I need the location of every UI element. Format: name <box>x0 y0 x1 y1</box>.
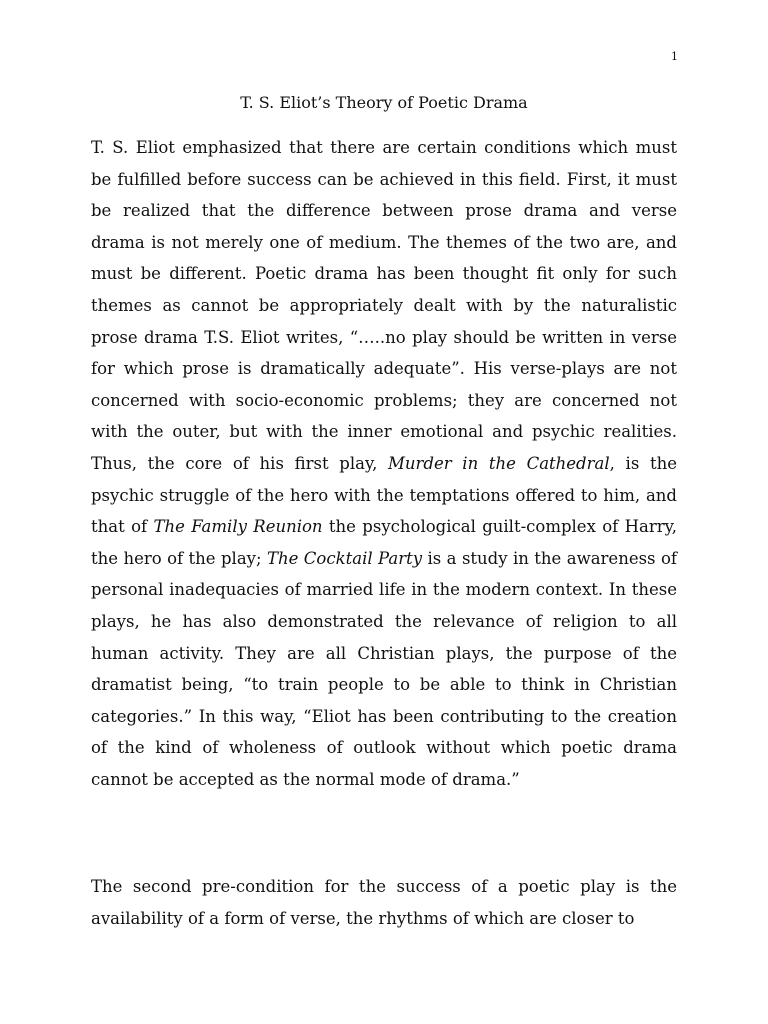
paragraph-1-text-4: is a study in the awareness of personal inadequacies of married life in the modern context. In these plays, he has also demonstrated the relevance of religion to all human activity. They are all Christian plays, the purpose of the dramatist being, “to train people to be able to think in Christian categories.” In this way, “Eliot has been contributing to the creation of the kind of wholeness of outlook without which poetic drama cannot be accepted as the normal mode of drama.” <box>91 548 677 789</box>
paragraph-1-text-3: the psychological guilt-complex of Harry, the hero of the play; <box>91 517 678 568</box>
page-number: 1 <box>671 50 678 63</box>
paragraph-1-text-1: T. S. Eliot emphasized that there are certain conditions which must be fulfilled before success can be achieved in this field. First, it must be realized that the difference between prose drama and verse drama is not merely one of medium. The themes of the two are, and must be different. Poetic drama has been thought fit only for such themes as cannot be appropriately dealt with by the naturalistic prose drama T.S. Eliot writes, “…..no play should be written in verse for which prose is dramatically adequate”. His verse-plays are not concerned with socio-economic problems; they are concerned not with the outer, but with the inner emotional and psychic realities. Thus, the core of his first play, <box>91 138 677 473</box>
document-title: T. S. Eliot’s Theory of Poetic Drama <box>240 93 528 112</box>
paragraph-2: The second pre-condition for the success of a poetic play is the availability of a form of verse, the rhythms of which are closer to <box>91 877 677 928</box>
paragraph-1-text-2: , is the psychic struggle of the hero with the temptations offered to him, and that of <box>91 453 677 537</box>
paragraph-1 <box>91 132 677 795</box>
italic-title-the-cocktail-party: The Cocktail Party <box>266 548 423 568</box>
italic-title-the-family-reunion: The Family Reunion <box>153 517 323 537</box>
italic-title-murder-in-the-cathedral: Murder in the Cathedral <box>388 453 610 473</box>
